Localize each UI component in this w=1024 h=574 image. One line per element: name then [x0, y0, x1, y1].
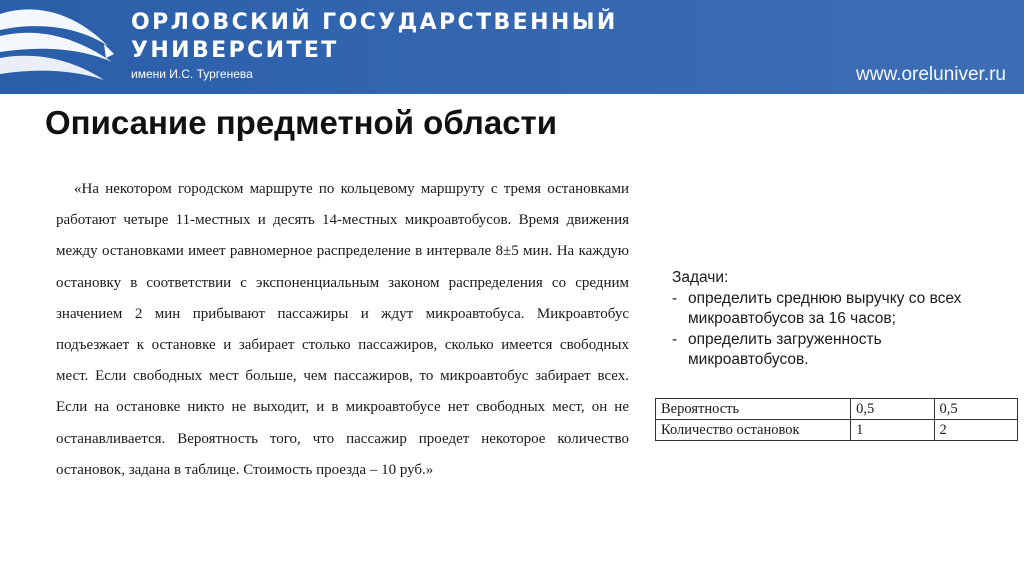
task-bullet: -	[672, 289, 678, 307]
university-name-line1: ОРЛОВСКИЙ ГОСУДАРСТВЕННЫЙ	[131, 10, 618, 35]
university-logo-icon	[0, 0, 125, 94]
task-text: определить загруженность микроавтобусов.	[688, 330, 882, 368]
university-name-line2: УНИВЕРСИТЕТ	[131, 38, 339, 63]
page-title: Описание предметной области	[45, 104, 557, 141]
problem-description: «На некотором городском маршруте по кольцевому маршруту с тремя остановками работают четыре 11-местных и десять 14-местных микроавтобусов. Время движения между остановками имеет равномерное распределение в интервале 8±5 мин. На каждую остановку в соответствии с экспоненциальным законом распределения со средним значением 2 мин прибывают пассажиры и ждут микроавтобуса. Микроавтобус подъезжает к остановке и забирает столько пассажиров, сколько имеется свободных мест. Если свободных мест больше, чем пассажиров, то микроавтобус забирает всех. Если на остановке никто не выходит, и в микроавтобусе нет свободных мест, он не останавливается. Вероятность того, что пассажир проедет некоторое количество остановок, задана в таблице. Стоимость проезда – 10 руб.»	[56, 181, 629, 478]
task-item	[672, 289, 1002, 330]
task-bullet: -	[672, 330, 678, 348]
table-cell-label: Количество остановок	[656, 420, 851, 441]
task-item	[672, 330, 1002, 371]
table-cell-value: 0,5	[934, 399, 1017, 420]
table-cell-value: 1	[851, 420, 934, 441]
task-text: определить среднюю выручку со всех микроавтобусов за 16 часов;	[688, 289, 962, 327]
table-row	[656, 420, 1018, 441]
table-cell-value: 0,5	[851, 399, 934, 420]
tasks-heading: Задачи:	[672, 269, 729, 286]
table-row	[656, 399, 1018, 420]
university-name-subtitle: имени И.С. Тургенева	[131, 67, 253, 81]
table-cell-value: 2	[934, 420, 1017, 441]
table-cell-label: Вероятность	[656, 399, 851, 420]
tasks-block	[672, 268, 1002, 371]
tasks-list	[672, 289, 1002, 371]
probability-table	[655, 398, 1018, 441]
header-banner	[0, 0, 1024, 94]
website-url: www.oreluniver.ru	[856, 64, 1006, 85]
